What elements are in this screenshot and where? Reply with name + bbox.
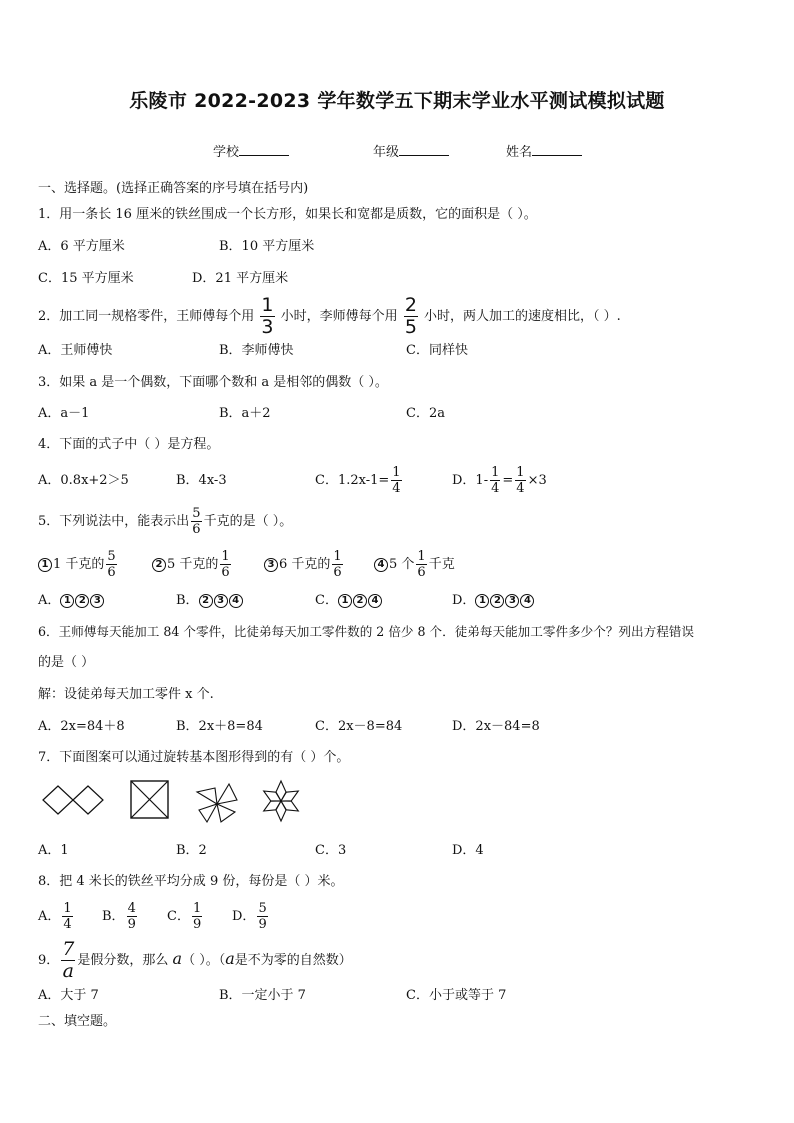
name-field[interactable] bbox=[506, 141, 582, 160]
q2-fraction-li: $\frac{2}{5}$ bbox=[404, 294, 417, 338]
figure-folded-squares bbox=[40, 780, 106, 822]
q4-c-fraction: $\frac{1}{4}$ bbox=[392, 465, 401, 496]
q6-option-a[interactable]: A．2x=84＋8 bbox=[38, 719, 125, 734]
q5-stem: 5．下列说法中，能表示出 $\frac{5}{6}$ 千克的是（ ）。 bbox=[38, 506, 293, 537]
section-fill-heading: 二、填空题。 bbox=[38, 1014, 117, 1029]
q8-option-a[interactable]: A． $\frac{1}{4}$ bbox=[38, 901, 72, 932]
q8-option-c[interactable]: C． $\frac{1}{9}$ bbox=[167, 901, 202, 932]
school-blank[interactable] bbox=[239, 143, 289, 156]
q1-option-a[interactable]: A．6 平方厘米 bbox=[38, 239, 125, 254]
page-title: 乐陵市 2022-2023 学年数学五下期末学业水平测试模拟试题 bbox=[129, 90, 665, 112]
q5-option-c[interactable]: C． 1 2 4 bbox=[315, 593, 383, 609]
q2-option-a[interactable]: A．王师傅快 bbox=[38, 343, 113, 358]
q7-option-d[interactable]: D．4 bbox=[452, 843, 484, 858]
q7-stem: 7．下面图案可以通过旋转基本图形得到的有（ ）个。 bbox=[38, 750, 350, 765]
school-field[interactable] bbox=[213, 141, 289, 160]
q7-option-c[interactable]: C．3 bbox=[315, 843, 347, 858]
q5-fraction: $\frac{5}{6}$ bbox=[192, 506, 201, 537]
q3-option-c[interactable]: C．2a bbox=[406, 406, 445, 421]
q8-stem: 8．把 4 米长的铁丝平均分成 9 份，每份是（ ）米。 bbox=[38, 874, 344, 889]
q7-option-a[interactable]: A．1 bbox=[38, 843, 69, 858]
school-label: 学校 bbox=[213, 145, 240, 160]
q9-variable-a: a bbox=[172, 949, 183, 968]
q4-stem: 4．下面的式子中（ ）是方程。 bbox=[38, 437, 220, 452]
q2-text-post: 小时，两人加工的速度相比，（ ）. bbox=[424, 309, 621, 324]
q6-option-b[interactable]: B．2x＋8=84 bbox=[176, 719, 263, 734]
grade-blank[interactable] bbox=[399, 143, 449, 156]
section-choice-heading: 一、选择题。(选择正确答案的序号填在括号内) bbox=[38, 181, 309, 196]
figure-square-with-diagonals bbox=[130, 780, 170, 820]
q3-option-b[interactable]: B．a＋2 bbox=[219, 406, 271, 421]
q9-fraction: $\frac{7}{a}$ bbox=[62, 938, 75, 982]
q2-stem bbox=[38, 296, 621, 337]
q5-option-b[interactable]: B． 2 3 4 bbox=[176, 593, 244, 609]
q3-stem: 3．如果 a 是一个偶数，下面哪个数和 a 是相邻的偶数（ ）。 bbox=[38, 375, 388, 390]
q1-stem: 1．用一条长 16 厘米的铁丝围成一个长方形，如果长和宽都是质数，它的面积是（ ）。 bbox=[38, 207, 537, 222]
q9-option-c[interactable]: C．小于或等于 7 bbox=[406, 988, 507, 1003]
q8-option-d[interactable]: D． $\frac{5}{9}$ bbox=[232, 901, 267, 932]
figure-star-of-rhombi bbox=[258, 779, 304, 823]
q3-option-a[interactable]: A．a－1 bbox=[38, 406, 90, 421]
q6-option-c[interactable]: C．2x－8=84 bbox=[315, 719, 403, 734]
q4-option-d[interactable]: D．1- $\frac{1}{4}$ = $\frac{1}{4}$ ×3 bbox=[452, 465, 547, 496]
name-label: 姓名 bbox=[506, 145, 533, 160]
q4-option-b[interactable]: B．4x-3 bbox=[176, 473, 227, 488]
q2-option-c[interactable]: C．同样快 bbox=[406, 343, 468, 358]
q5-statement-3: 3 6 千克的 $\frac{1}{6}$ bbox=[264, 546, 345, 584]
q4-option-a[interactable]: A．0.8x+2＞5 bbox=[38, 473, 129, 488]
q2-option-b[interactable]: B．李师傅快 bbox=[219, 343, 294, 358]
q8-option-b[interactable]: B． $\frac{4}{9}$ bbox=[102, 901, 136, 932]
q6-option-d[interactable]: D．2x－84=8 bbox=[452, 719, 540, 734]
q2-fraction-wang: $\frac{1}{3}$ bbox=[261, 294, 274, 338]
grade-label: 年级 bbox=[373, 145, 400, 160]
q6-solution-setup: 解：设徒弟每天加工零件 x 个. bbox=[38, 687, 214, 702]
name-blank[interactable] bbox=[532, 143, 582, 156]
q5-statement-1: 1 1 千克的 $\frac{5}{6}$ bbox=[38, 546, 119, 584]
q7-option-b[interactable]: B．2 bbox=[176, 843, 207, 858]
q5-statement-4: 4 5 个 $\frac{1}{6}$ 千克 bbox=[374, 546, 455, 584]
q9-option-a[interactable]: A．大于 7 bbox=[38, 988, 99, 1003]
q9-stem: 9． $\frac{7}{a}$ 是假分数，那么 a（ ）。（a是不为零的自然数） bbox=[38, 938, 352, 982]
q4-d-fraction-2: $\frac{1}{4}$ bbox=[516, 465, 525, 496]
q4-d-fraction-1: $\frac{1}{4}$ bbox=[491, 465, 500, 496]
q2-text-pre: 2．加工同一规格零件，王师傅每个用 bbox=[38, 309, 255, 324]
q5-option-d[interactable]: D． 1 2 3 4 bbox=[452, 593, 535, 609]
q1-option-c[interactable]: C．15 平方厘米 bbox=[38, 271, 134, 286]
q6-stem-line2: 的是（ ） bbox=[38, 655, 95, 670]
grade-field[interactable] bbox=[373, 141, 449, 160]
q6-stem-line1: 6．王师傅每天能加工 84 个零件，比徒弟每天加工零件数的 2 倍少 8 个．徒弟每天能加工零件多少个？列出方程错误 bbox=[38, 624, 694, 639]
q2-text-mid: 小时，李师傅每个用 bbox=[280, 309, 398, 324]
q5-statement-2: 2 5 千克的 $\frac{1}{6}$ bbox=[152, 546, 233, 584]
q9-option-b[interactable]: B．一定小于 7 bbox=[219, 988, 306, 1003]
q1-option-b[interactable]: B．10 平方厘米 bbox=[219, 239, 315, 254]
q5-option-a[interactable]: A． 1 2 3 bbox=[38, 593, 105, 609]
figure-pinwheel bbox=[195, 782, 239, 826]
q1-option-d[interactable]: D．21 平方厘米 bbox=[192, 271, 289, 286]
q4-option-c[interactable]: C．1.2x-1= $\frac{1}{4}$ bbox=[315, 465, 401, 496]
